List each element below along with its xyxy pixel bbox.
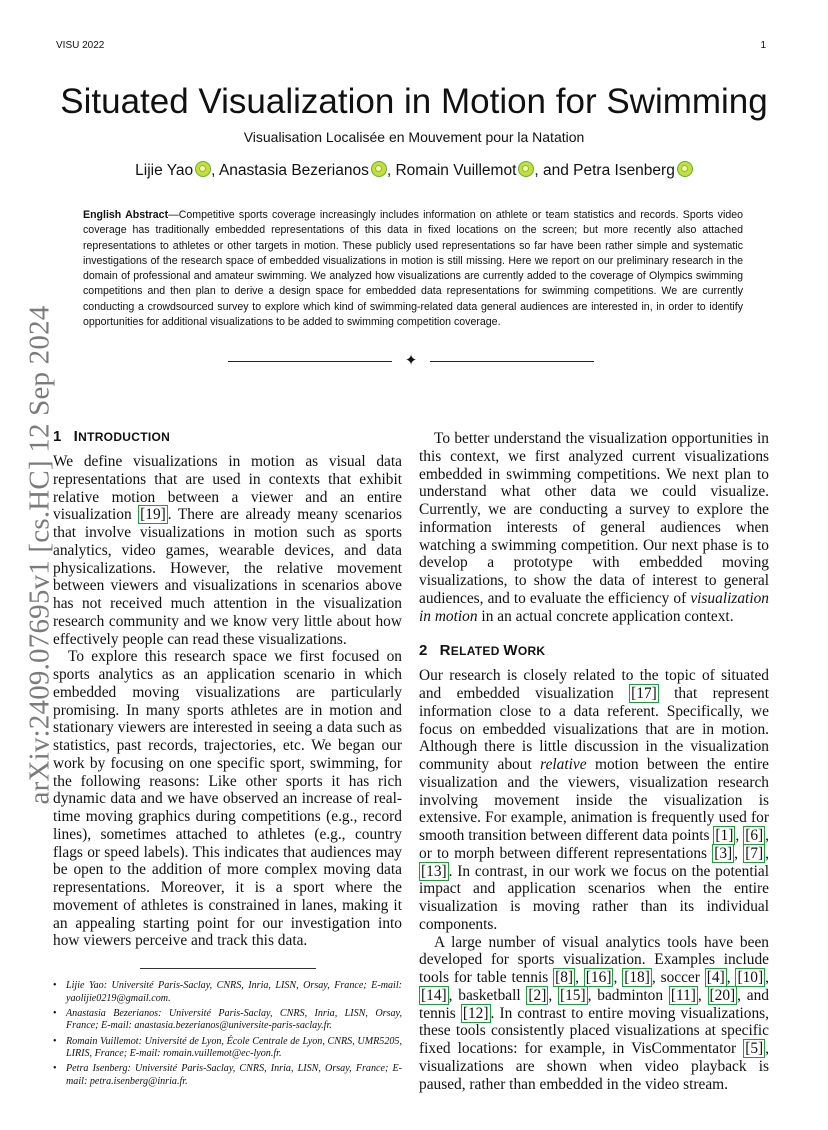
abstract-divider [228, 354, 594, 368]
citation-link[interactable]: [13] [421, 862, 447, 880]
divider-star-icon: ✦ [404, 353, 418, 369]
citation-link[interactable]: [20] [709, 986, 736, 1004]
footnote-item: • Romain Vuillemot: Université de Lyon, École Centrale de Lyon, CNRS, UMR5205, LIRIS, France; E-mail: romain.vuillemot@ec-lyon.fr. [53, 1036, 402, 1061]
footnote-item: • Petra Isenberg: Université Paris-Saclay, CNRS, Inria, LISN, Orsay, France; E-mail: petra.isenberg@inria.fr. [53, 1063, 402, 1088]
section-heading-introduction: 1 INTRODUCTION [53, 428, 171, 445]
running-header-page-number: 1 [760, 40, 766, 51]
footnote-rule [140, 968, 316, 969]
intro-paragraph-2: To explore this research space we first focused on sports analytics as an application scenario in which embedded moving visualizations are particularly promising. In many sports athletes are in motion and stationary viewers are interested in seeing a data such as statistics, past records, trajectories, etc. We began our work by focusing on one specific sport, swimming, for the following reasons: Like other sports it has rich dynamic data and we have observed an increase of real-time moving graphics during competitions (e.g., record lines), sometimes attached to athletes (e.g., country flags or speed labels). This indicates that audiences may be open to the addition of more complex moving data representations. Moreover, it is a sport where the movement of athletes is constrained in lanes, making it an appealing starting point for our investigation into how viewers perceive and track this data. [53, 648, 402, 950]
citation-link[interactable]: [15] [559, 986, 586, 1004]
citation-link[interactable]: [18] [624, 969, 650, 986]
author-name: Lijie Yao [135, 162, 194, 179]
author-separator: , [386, 162, 396, 179]
abstract-text: —Competitive sports coverage increasingly includes information on athlete or team statistics and records. Sports video coverage has traditionally embedded representations of this data in fixed locations on the screen; but more recently also attached representations to athletes or other targets in motion. These publicly used representations so far have been rather simple and systematic investigations of the research space of embedded visualizations in motion is still missing. Here we report on our preliminary research in the domain of professional and amateur swimming. We analyzed how visualizations are currently added to the coverage of Olympics swimming competitions and then plan to derive a design space for embedded data representations for swimming competitions. We are currently conducting a crowdsourced survey to explore which kind of swimming-related data general audiences are interested in, in order to identify opportunities for additional visualizations to be added to swimming competition coverage. [83, 209, 743, 329]
running-header-venue: VISU 2022 [56, 40, 105, 51]
citation-link[interactable]: [11] [670, 986, 696, 1004]
abstract-label: English Abstract [83, 209, 169, 221]
right-column [419, 430, 769, 1093]
author-affiliation-footnotes [53, 980, 402, 1091]
author-separator: , and [534, 162, 574, 179]
citation-link[interactable]: [16] [585, 969, 612, 986]
abstract [83, 208, 743, 330]
related-work-paragraph-1: Our research is closely related to the topic of situated and embedded visualization [17] that represent information close to a data referent. Specifically, we focus on embedded visualizations that are in motion. Although there is little discussion in the visualization community about relative motion between the entire visualization and the viewers, visualization research involving movement inside the visualization is extensive. For example, animation is frequently used for smooth transition between different data points [1] , [6] , or to morph between different representations [3] , [7] , [13] . In contrast, in our work we focus on the potential impact and application scenarios when the entire visualization is moving rather than its individual components. [419, 667, 769, 933]
citation-link[interactable]: [19] [140, 506, 166, 524]
author-list [0, 161, 828, 180]
paper-title: Situated Visualization in Motion for Swimming [60, 82, 768, 121]
orcid-icon[interactable] [518, 161, 534, 177]
orcid-icon[interactable] [371, 161, 387, 177]
citation-link[interactable]: [2] [528, 986, 547, 1004]
paper-subtitle: Visualisation Localisée en Mouvement pour la Natation [243, 129, 585, 145]
citation-link[interactable]: [8] [555, 969, 574, 986]
divider-line [228, 361, 392, 362]
author-separator: , [211, 162, 219, 179]
citation-link[interactable]: [10] [737, 969, 764, 986]
footnote-item: • Anastasia Bezerianos: Université Paris-Saclay, CNRS, Inria, LISN, Orsay, France; E-mail: anastasia.bezerianos@universite-paris-saclay.fr. [53, 1008, 402, 1033]
left-column [53, 427, 402, 950]
author-name: Petra Isenberg [573, 162, 675, 179]
citation-link[interactable]: [17] [631, 685, 657, 702]
author-name: Anastasia Bezerianos [218, 162, 369, 179]
citation-link[interactable]: [5] [745, 1040, 764, 1057]
divider-line [430, 361, 594, 362]
orcid-icon[interactable] [677, 161, 693, 177]
section-heading-related-work: 2 RELATED WORK [419, 642, 546, 660]
citation-link[interactable]: [6] [745, 827, 764, 844]
author-name: Romain Vuillemot [395, 162, 517, 179]
intro-paragraph-1: We define visualizations in motion as visual data representations that are used in contexts that exhibit relative motion between a viewer and an entire visualization [19] . There are already meany scenarios that involve visualizations in motion such as sports analytics, video games, wearable devices, and data physicalizations. However, the relative movement between viewers and visualizations in scenarios above has not received much attention in the visualization research community and we know very little about how effectively people can read these visualizations. [53, 453, 402, 648]
citation-link[interactable]: [14] [421, 986, 447, 1004]
citation-link[interactable]: [4] [706, 969, 725, 986]
orcid-icon[interactable] [195, 161, 211, 177]
intro-paragraph-3: To better understand the visualization opportunities in this context, we first analyzed current visualizations embedded in swimming competitions. We next plan to understand what other data we could visualize. Currently, we are conducting a survey to explore the information interests of general audiences when watching a swimming competition. Our next phase is to develop a prototype with embedded moving visualizations, to show the data of interest to general audiences, and to evaluate the efficiency of visualization in motion in an actual concrete application context. [419, 430, 769, 625]
citation-link[interactable]: [3] [714, 844, 733, 862]
citation-link[interactable]: [7] [745, 844, 764, 862]
related-work-paragraph-2: A large number of visual analytics tools have been developed for sports visualization. Examples include tools for table tennis [8] , [16] , [18] , soccer [4] , [10] , [14] , basketball [2] , [15] , badminton [11] , [20] , and tennis [12] . In contrast to entire moving visualizations, these tools consistently placed visualizations at specific fixed locations: for example, in VisCommentator [5] , visualizations are shown when video playback is paused, rather than embedded in the video stream. [419, 933, 769, 1093]
arxiv-id-text: arXiv:2409.07695v1 [cs.HC] 12 Sep 2024 [23, 305, 56, 805]
citation-link[interactable]: [1] [715, 827, 734, 844]
footnote-item: • Lijie Yao: Université Paris-Saclay, CNRS, Inria, LISN, Orsay, France; E-mail: yaolijie0219@gmail.com. [53, 980, 402, 1005]
citation-link[interactable]: [12] [462, 1004, 489, 1022]
